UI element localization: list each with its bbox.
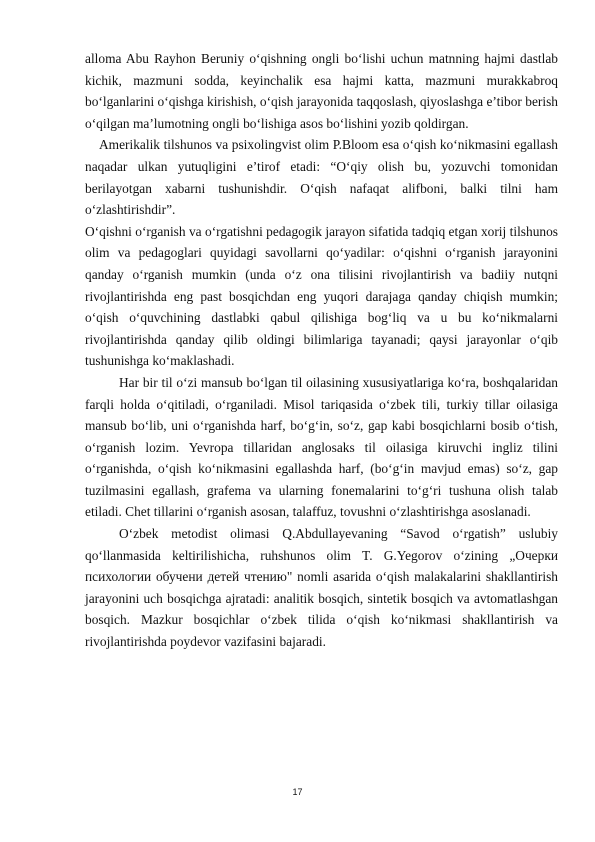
paragraph-3: O‘qishni o‘rganish va o‘rgatishni pedagogik jarayon sifatida tadqiq etgan xorij tilshunos olim va pedagoglari quyidagi savollarni qo‘yadilar: o‘qishni o‘rganish jarayonini qanday o‘rganish mumkin (unda o‘z ona tilisini rivojlantirish va badiiy nutqni rivojlantirishda eng past bosqichdan eng yuqori darajaga qanday chiqish mumkin; o‘qish o‘quvchining dastlabki qabul qilishiga bog‘liq va u bu ko‘nikmalarni rivojlantirishda qanday qilib oldingi bilimlariga tayanadi; qaysi jarayonlar o‘qib tushunishga ko‘maklashadi. (85, 223, 558, 369)
paragraph-2: Amerikalik tilshunos va psixolingvist olim P.Bloom esa o‘qish ko‘nikmasini egallash naqadar ulkan yutuqligini e’tirof etadi: “O‘qiy olish bu, yozuvchi tomonidan berilayotgan xabarni tushunishdir. O‘qish nafaqat alifboni, balki tilni ham o‘zlashtirishdir”. (85, 137, 558, 218)
paragraph-1: alloma Abu Rayhon Beruniy o‘qishning ongli bo‘lishi uchun matnning hajmi dastlab kichik, mazmuni sodda, keyinchalik esa hajmi katta, mazmuni murakkabroq bo‘lganlarini o‘qishga kirishish, o‘qish jarayonida taqqoslash, qiyoslashga e’tibor berish o‘qilgan ma’lumotning ongli bo‘lishiga asos bo‘lishini yozib qoldirgan. (85, 51, 558, 131)
paragraph-4: Har bir til o‘zi mansub bo‘lgan til oilasining xususiyatlariga ko‘ra, boshqalaridan farqli holda o‘qitiladi, o‘rganiladi. Misol tariqasida o‘zbek tili, turkiy tillar oilasiga mansub bo‘lib, uni o‘rganishda harf, bo‘g‘in, so‘z, gap kabi bosqichlarni bosib o‘tish, o‘rganish lozim. Yevropa tillaridan anglosaks til oilasiga kiruvchi ingliz tilini o‘rganishda, o‘qish ko‘nikmasini egallashda harf, (bo‘g‘in mavjud emas) so‘z, gap tuzilmasini egallash, grafema va ularning fonemalarini to‘g‘ri tushuna olish talab etiladi. Chet tillarini o‘rganish asosan, talaffuz, tovushni o‘zlashtirishga asoslanadi. (85, 374, 558, 520)
paragraph-5: O‘zbek metodist olimasi Q.Abdullayevaning “Savod o‘rgatish” uslubiy qo‘llanmasida keltirilishicha, ruhshunos olim T. G.Yegorov o‘zining „Очерки психологии обучени детей чтению" nomli asarida o‘qish malakalarini shakllantirish jarayonini uch bosqichga ajratadi: analitik bosqich, sintetik bosqich va avtomatlashgan bosqich. Mazkur bosqichlar o‘zbek tilida o‘qish ko‘nikmasi shakllantirish va rivojlantirishda poydevor vazifasini bajaradi. (85, 526, 558, 650)
document-body (85, 48, 558, 653)
page-number: 17 (292, 787, 303, 797)
